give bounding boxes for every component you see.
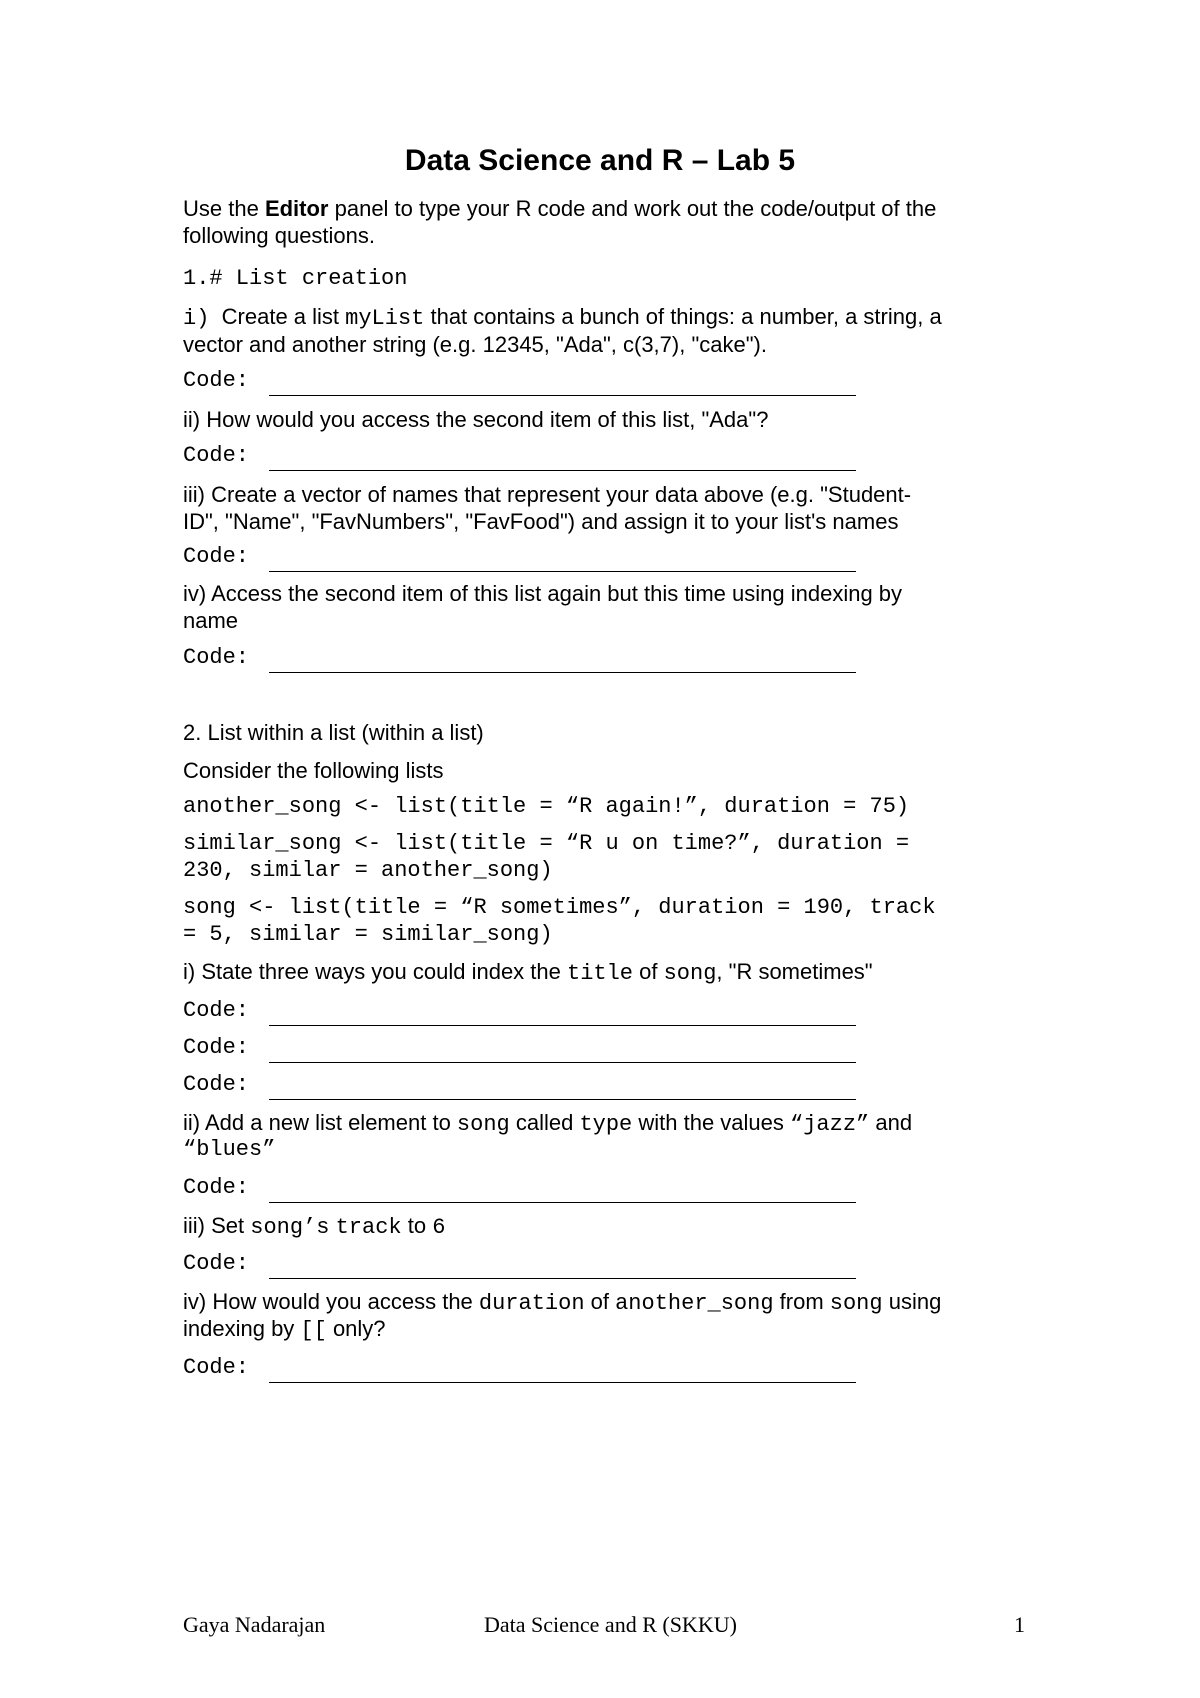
code-label: Code: [183,1251,250,1276]
code-term: song [829,1291,883,1316]
question-text: , "R sometimes" [716,959,873,984]
footer-course: Data Science and R (SKKU) [484,1612,737,1637]
intro-bold-editor: Editor [264,196,329,221]
code-line-another-song: another_song <- list(title = “R again!”, duration = 75) [183,794,910,819]
s1-question-3-line-1: iii) Create a vector of names that represent your data above (e.g. "Student- [183,482,912,507]
code-line-song-1: song <- list(title = “R sometimes”, duration = 190, track [183,895,936,920]
question-number: i) [183,306,210,331]
question-text: of [633,959,664,984]
code-label: Code: [183,1175,250,1200]
code-label: Code: [183,368,250,393]
question-text: ii) Add a new list element to [183,1110,457,1135]
question-text: i) State three ways you could index the [183,959,567,984]
answer-line[interactable] [269,1099,856,1100]
page-title: Data Science and R – Lab 5 [404,144,796,177]
question-text: called [509,1110,580,1135]
answer-line[interactable] [269,395,856,396]
question-text: using [882,1289,942,1314]
code-term: [[ [300,1318,327,1343]
question-text: that contains a bunch of things: a number, a string, a [424,304,942,329]
code-line-song-2: = 5, similar = similar_song) [183,922,553,947]
s2-question-1 [183,957,1033,988]
question-text: from [773,1289,830,1314]
footer-author: Gaya Nadarajan [183,1612,326,1637]
code-term: 6 [432,1215,446,1240]
code-line-similar-song-2: 230, similar = another_song) [183,858,553,883]
question-text: Create a list [221,304,346,329]
question-text: and [869,1110,913,1135]
s1-question-2: ii) How would you access the second item of this list, "Ada"? [183,407,769,432]
code-line-similar-song-1: similar_song <- list(title = “R u on time?”, duration = [183,831,910,856]
code-label: Code: [183,1072,250,1097]
code-label: Code: [183,998,250,1023]
s1-question-3-line-2: ID", "Name", "FavNumbers", "FavFood") and assign it to your list's names [183,509,899,534]
code-term: song [456,1112,510,1137]
question-text: to [401,1213,433,1238]
code-label: Code: [183,645,250,670]
code-term: type [579,1112,633,1137]
footer-page-number: 1 [1014,1612,1025,1637]
intro-line-1 [183,194,1033,223]
code-term: title [567,961,634,986]
question-text: iv) How would you access the [183,1289,479,1314]
answer-line[interactable] [269,1202,856,1203]
code-term: “jazz” [790,1112,870,1137]
section-2-heading: 2. List within a list (within a list) [183,720,484,745]
code-label: Code: [183,443,250,468]
code-term: another_song [615,1291,774,1316]
answer-line[interactable] [269,1025,856,1026]
section-1-heading: 1.# List creation [183,266,408,291]
code-term: track [335,1215,402,1240]
code-label: Code: [183,544,250,569]
s1-question-4-line-2: name [183,608,239,633]
code-term: duration [478,1291,585,1316]
s2-question-2-line-2: “blues” [183,1137,276,1162]
question-text: of [584,1289,616,1314]
code-term: song [663,961,717,986]
s2-consider: Consider the following lists [183,758,444,783]
answer-line[interactable] [269,672,856,673]
answer-line[interactable] [269,1278,856,1279]
question-text: indexing by [183,1316,301,1341]
question-text: with the values [632,1110,791,1135]
answer-line[interactable] [269,1382,856,1383]
answer-line[interactable] [269,571,856,572]
code-label: Code: [183,1355,250,1380]
code-term: myList [345,306,425,331]
s1-question-1-line-2: vector and another string (e.g. 12345, "Ada", c(3,7), "cake"). [183,332,767,357]
s2-question-4-line-2 [183,1314,1033,1345]
intro-text: panel to type your R code and work out the code/output of the [328,196,937,221]
question-text: iii) Set [183,1213,251,1238]
answer-line[interactable] [269,1062,856,1063]
intro-text: Use the [183,196,265,221]
question-text: only? [326,1316,386,1341]
answer-line[interactable] [269,470,856,471]
s2-question-3 [183,1211,1033,1242]
intro-line-2: following questions. [183,223,376,248]
s1-question-4-line-1: iv) Access the second item of this list again but this time using indexing by [183,581,903,606]
s1-question-1-line-1 [183,302,1033,333]
code-label: Code: [183,1035,250,1060]
code-term: song’s [250,1215,330,1240]
